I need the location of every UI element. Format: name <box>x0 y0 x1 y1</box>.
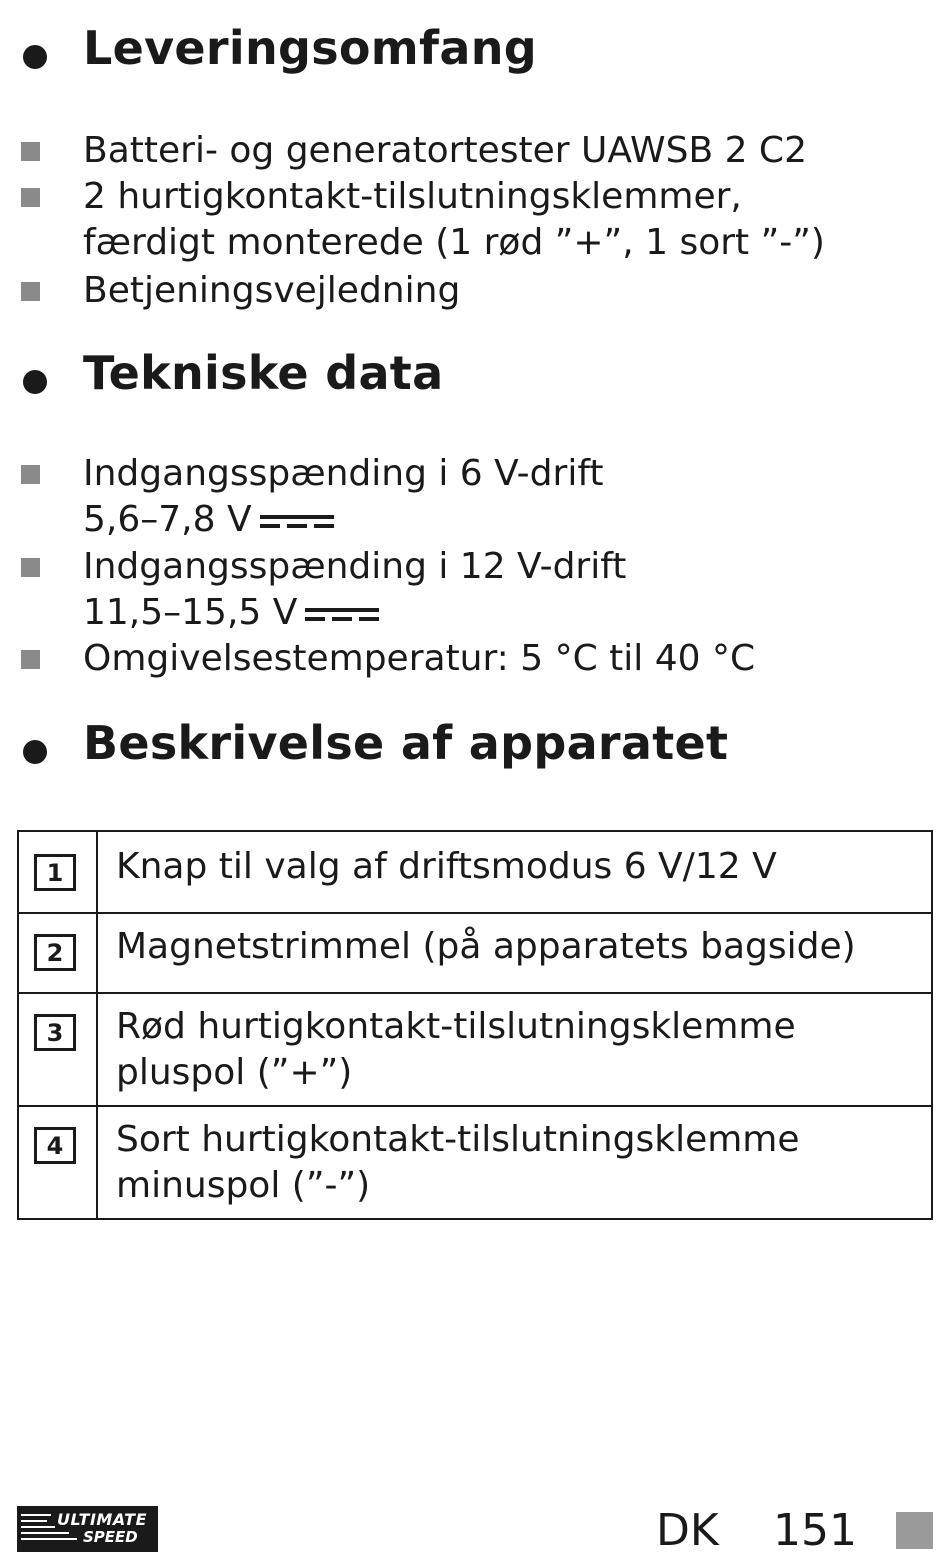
list-item: 2 hurtigkontakt-tilslutningsklemmer, <box>83 176 742 217</box>
square-bullet-icon <box>21 650 40 669</box>
heading-text: Leveringsomfang <box>83 21 537 75</box>
part-description: Knap til valg af driftsmodus 6 V/12 V <box>116 846 777 887</box>
table-row <box>19 832 931 912</box>
brand-logo <box>17 1506 158 1552</box>
part-number-cell <box>19 1107 98 1218</box>
part-number-badge: 3 <box>34 1014 76 1051</box>
logo-text-secondary: SPEED <box>83 1528 138 1546</box>
list-item: Omgivelsestemperatur: 5 °C til 40 °C <box>83 638 756 679</box>
part-description: Magnetstrimmel (på apparatets bagside) <box>116 926 856 967</box>
section-heading-beskrivelse <box>0 716 950 800</box>
part-number-cell <box>19 914 98 992</box>
square-bullet-icon <box>21 282 40 301</box>
part-description: Sort hurtigkontakt-tilslutningsklemme <box>116 1119 800 1160</box>
list-item: Indgangsspænding i 12 V-drift <box>83 546 627 587</box>
section-heading-leveringsomfang <box>0 21 950 105</box>
voltage-range: 5,6–7,8 V <box>83 499 252 540</box>
list-item: Betjeningsvejledning <box>83 270 461 311</box>
square-bullet-icon <box>21 558 40 577</box>
square-bullet-icon <box>21 142 40 161</box>
table-row <box>19 992 931 1105</box>
part-description-continuation: pluspol (”+”) <box>116 1052 353 1093</box>
part-number-cell <box>19 832 98 912</box>
language-code: DK <box>656 1505 719 1556</box>
list-item: Batteri- og generatortester UAWSB 2 C2 <box>83 130 807 171</box>
section-heading-tekniske-data <box>0 346 950 430</box>
table-row <box>19 1105 931 1218</box>
part-number-badge: 2 <box>34 934 76 971</box>
heading-bullet-icon <box>23 740 47 764</box>
page-marker-square <box>896 1512 933 1549</box>
part-description: Rød hurtigkontakt-tilslutningsklemme <box>116 1006 796 1047</box>
heading-text: Beskrivelse af apparatet <box>83 716 729 770</box>
list-item-continuation <box>83 497 334 543</box>
list-item-continuation: færdigt monterede (1 rød ”+”, 1 sort ”-”) <box>83 222 825 263</box>
part-description-continuation: minuspol (”-”) <box>116 1165 371 1206</box>
page-number: 151 <box>773 1505 857 1556</box>
list-item-continuation <box>83 590 379 636</box>
list-item: Indgangsspænding i 6 V-drift <box>83 453 604 494</box>
square-bullet-icon <box>21 188 40 207</box>
voltage-range: 11,5–15,5 V <box>83 592 298 633</box>
part-number-badge: 1 <box>34 854 76 891</box>
direct-current-icon <box>305 606 379 626</box>
part-number-cell <box>19 994 98 1105</box>
direct-current-icon <box>260 513 334 533</box>
heading-bullet-icon <box>23 370 47 394</box>
logo-text-primary: ULTIMATE <box>57 1510 148 1529</box>
heading-text: Tekniske data <box>83 346 444 400</box>
table-row <box>19 912 931 992</box>
square-bullet-icon <box>21 465 40 484</box>
parts-table <box>17 830 933 1220</box>
part-number-badge: 4 <box>34 1127 76 1164</box>
heading-bullet-icon <box>23 45 47 69</box>
